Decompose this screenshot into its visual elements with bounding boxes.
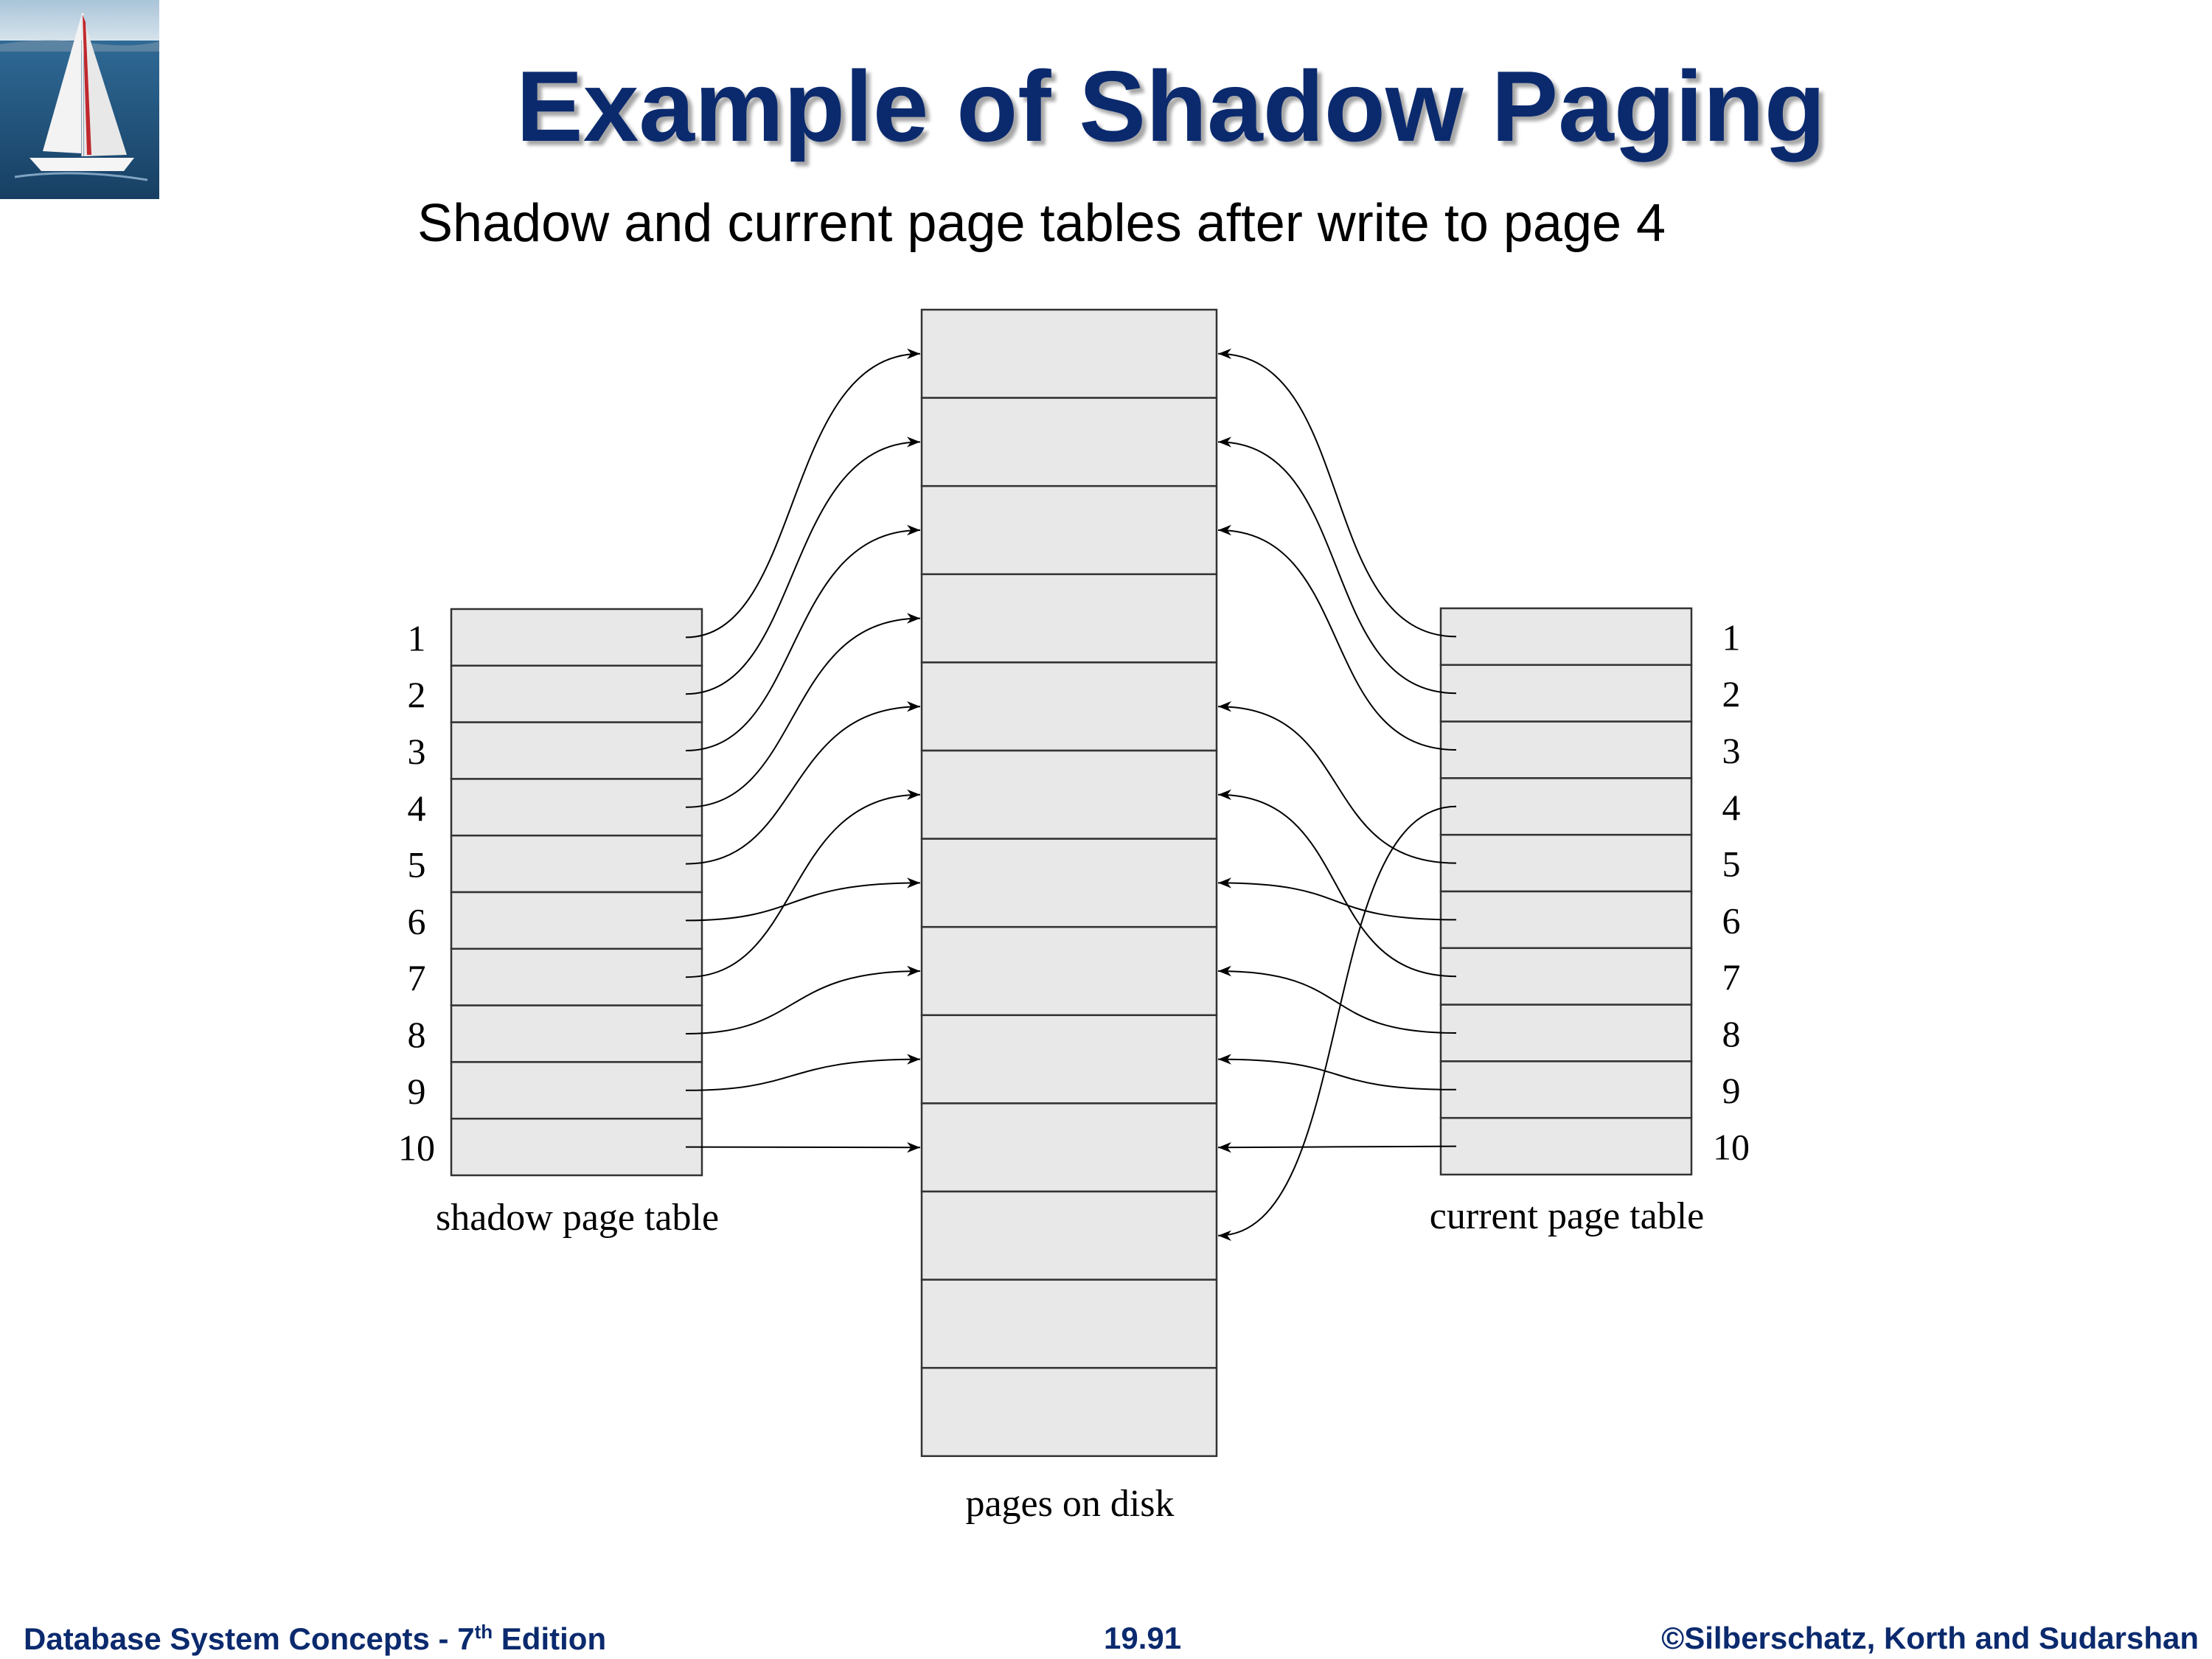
- slide-title: Example of Shadow Paging: [516, 50, 1826, 162]
- shadow-pointer-arrow: [686, 1147, 920, 1148]
- current-entry: [1441, 722, 1691, 779]
- shadow-pointer-arrow: [686, 354, 920, 638]
- current-page-table: [1441, 608, 1750, 1175]
- shadow-entry: [451, 835, 702, 892]
- current-entry: [1441, 608, 1691, 665]
- current-row-number: 6: [1722, 900, 1741, 942]
- shadow-row-number: 1: [407, 617, 426, 659]
- shadow-pointer-arrow: [686, 795, 920, 977]
- shadow-pointer-arrow: [686, 619, 920, 807]
- footer-copyright: ©Silberschatz, Korth and Sudarshan: [1661, 1621, 2199, 1655]
- disk-page: [922, 1280, 1217, 1368]
- current-row-number: 9: [1722, 1069, 1741, 1111]
- shadow-row-number: 7: [407, 957, 426, 999]
- disk-page: [922, 1103, 1217, 1192]
- footer-edition-suffix: Edition: [493, 1621, 607, 1656]
- slide-subtitle: Shadow and current page tables after write to page 4: [417, 194, 1666, 253]
- current-pointer-arrow: [1218, 354, 1456, 637]
- shadow-entry: [451, 892, 702, 949]
- current-entry: [1441, 948, 1691, 1005]
- shadow-entry: [451, 1006, 702, 1062]
- disk-page: [922, 927, 1217, 1015]
- disk-page: [922, 839, 1217, 928]
- current-row-number: 7: [1722, 956, 1741, 998]
- disk-page: [922, 398, 1217, 487]
- footer-edition-sup: th: [474, 1621, 493, 1643]
- shadow-pointer-arrow: [686, 971, 920, 1034]
- shadow-row-number: 2: [407, 674, 426, 716]
- disk-page: [922, 751, 1217, 839]
- footer-book-name: Database System Concepts - 7: [24, 1621, 475, 1656]
- current-row-number: 8: [1722, 1013, 1741, 1054]
- disk-page: [922, 662, 1217, 751]
- shadow-pointer-arrow: [686, 442, 920, 694]
- current-entry: [1441, 1005, 1691, 1062]
- shadow-pointer-arrow: [686, 530, 920, 751]
- shadow-row-number: 4: [407, 787, 426, 829]
- shadow-row-number: 10: [398, 1127, 435, 1169]
- shadow-pointer-arrow: [686, 706, 920, 863]
- shadow-entry: [451, 949, 702, 1006]
- current-pointer-arrow: [1218, 971, 1456, 1033]
- current-pointer-arrow: [1218, 706, 1456, 863]
- current-entry: [1441, 891, 1691, 948]
- current-pointer-arrow: [1218, 530, 1456, 750]
- disk-page: [922, 486, 1217, 574]
- shadow-row-number: 3: [407, 731, 426, 772]
- shadow-page-table: [398, 609, 702, 1175]
- shadow-pointer-arrow: [686, 883, 920, 920]
- shadow-entry: [451, 1062, 702, 1119]
- current-pointer-arrow: [1218, 807, 1456, 1236]
- shadow-entry: [451, 1119, 702, 1175]
- disk-page: [922, 574, 1217, 663]
- shadow-table-label: shadow page table: [435, 1197, 720, 1239]
- shadow-entry: [451, 609, 702, 666]
- current-entry: [1441, 665, 1691, 722]
- shadow-pointer-arrow: [686, 1060, 920, 1091]
- current-row-number: 3: [1722, 730, 1741, 771]
- footer-page-number: 19.91: [1104, 1621, 1182, 1655]
- current-entry: [1441, 835, 1691, 891]
- shadow-entry: [451, 666, 702, 723]
- shadow-row-number: 5: [407, 844, 426, 886]
- current-pointer-arrow: [1218, 1147, 1456, 1148]
- current-pointer-arrow: [1218, 1060, 1456, 1090]
- disk-page: [922, 1015, 1217, 1104]
- shadow-row-number: 8: [407, 1014, 426, 1055]
- current-pointer-arrow: [1218, 883, 1456, 919]
- shadow-row-number: 6: [407, 900, 426, 942]
- current-pointer-arrow: [1218, 442, 1456, 693]
- footer-book-title: [24, 1621, 606, 1657]
- disk-page: [922, 1192, 1217, 1280]
- current-row-number: 4: [1722, 786, 1741, 828]
- current-row-number: 5: [1722, 843, 1741, 885]
- shadow-entry: [451, 723, 702, 779]
- disk-label: pages on disk: [965, 1483, 1175, 1525]
- disk-page: [922, 310, 1217, 398]
- current-pointer-arrow: [1218, 795, 1456, 976]
- current-entry: [1441, 1061, 1691, 1118]
- current-row-number: 2: [1722, 673, 1741, 715]
- current-entry: [1441, 778, 1691, 835]
- disk-pages: [922, 310, 1217, 1456]
- disk-page: [922, 1368, 1217, 1456]
- current-entry: [1441, 1118, 1691, 1175]
- current-row-number: 1: [1722, 616, 1741, 658]
- shadow-row-number: 9: [407, 1070, 426, 1112]
- current-table-label: current page table: [1429, 1195, 1705, 1237]
- current-row-number: 10: [1713, 1126, 1750, 1168]
- shadow-entry: [451, 779, 702, 835]
